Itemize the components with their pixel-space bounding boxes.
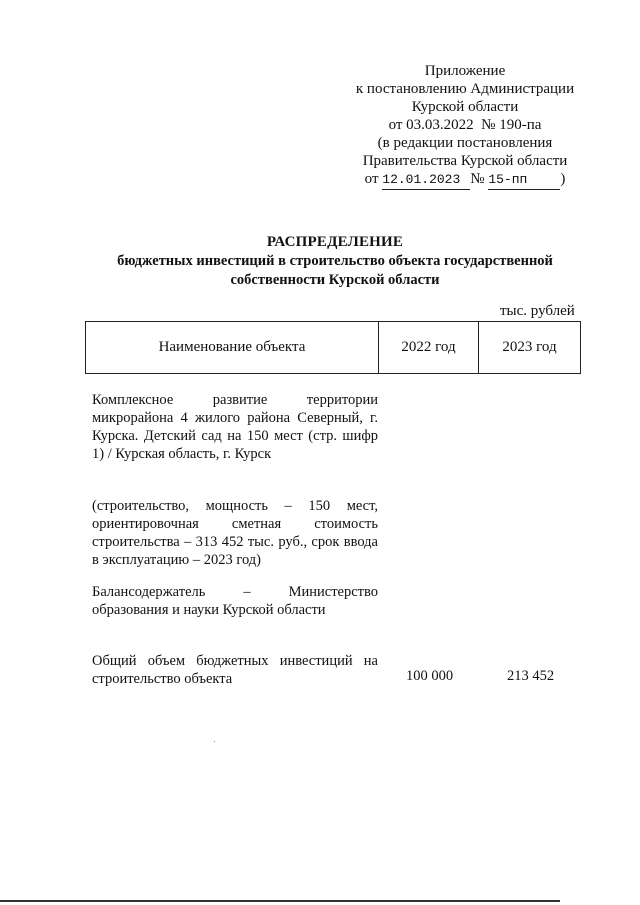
value-2022: 100 000: [406, 668, 454, 684]
appendix-original-date-line: [340, 116, 590, 134]
table-header: [85, 321, 581, 374]
object-description: Комплексное развитие территории микрорайона 4 жилого района Северный, г. Курска. Детский сад на 150 мест (стр. шифр 1) / Курская область, г. Курск: [92, 392, 378, 462]
appendix-original-number: 190-па: [499, 117, 542, 133]
appendix-revision-number: 15-пп: [488, 171, 560, 190]
document-subtitle-line1: бюджетных инвестиций в строительство объекта государственной: [117, 253, 553, 269]
appendix-revision-number-label: №: [470, 171, 485, 187]
appendix-revision-note: (в редакции постановления: [377, 135, 553, 151]
appendix-original-date: 03.03.2022: [406, 117, 474, 133]
appendix-ref: к постановлению Администрации: [355, 81, 575, 97]
appendix-revision-close: ): [560, 171, 566, 187]
appendix-revision-from-label: от: [364, 171, 379, 187]
scan-speck: [214, 741, 215, 742]
appendix-block: [340, 62, 590, 190]
object-construction-details: (строительство, мощность – 150 мест, ориентировочная сметная стоимость строительства – 313 452 тыс. руб., срок ввода в эксплуатацию – 2023 год): [92, 498, 378, 568]
appendix-from-label: от: [388, 117, 403, 133]
header-object-name: Наименование объекта: [86, 322, 379, 373]
appendix-revision-date-line: [340, 170, 590, 190]
document-title-block: [80, 233, 590, 290]
document-subtitle-line2: собственности Курской области: [230, 272, 440, 288]
document-title: РАСПРЕДЕЛЕНИЕ: [266, 234, 404, 250]
header-year-2023: 2023 год: [502, 339, 557, 355]
object-balance-holder: Балансодержатель – Министерство образования и науки Курской области: [92, 584, 378, 618]
page-bottom-edge: [0, 900, 560, 902]
appendix-title: Приложение: [424, 63, 506, 79]
units-label: тыс. рублей: [500, 303, 575, 319]
total-investment-label: Общий объем бюджетных инвестиций на строительство объекта: [92, 653, 378, 687]
appendix-number-label: №: [481, 117, 496, 133]
appendix-revision-authority: Правительства Курской области: [362, 153, 568, 169]
appendix-region: Курской области: [411, 99, 519, 115]
header-year-2022: 2022 год: [379, 322, 479, 373]
value-2023: 213 452: [507, 668, 555, 684]
appendix-revision-date: 12.01.2023: [382, 171, 470, 190]
